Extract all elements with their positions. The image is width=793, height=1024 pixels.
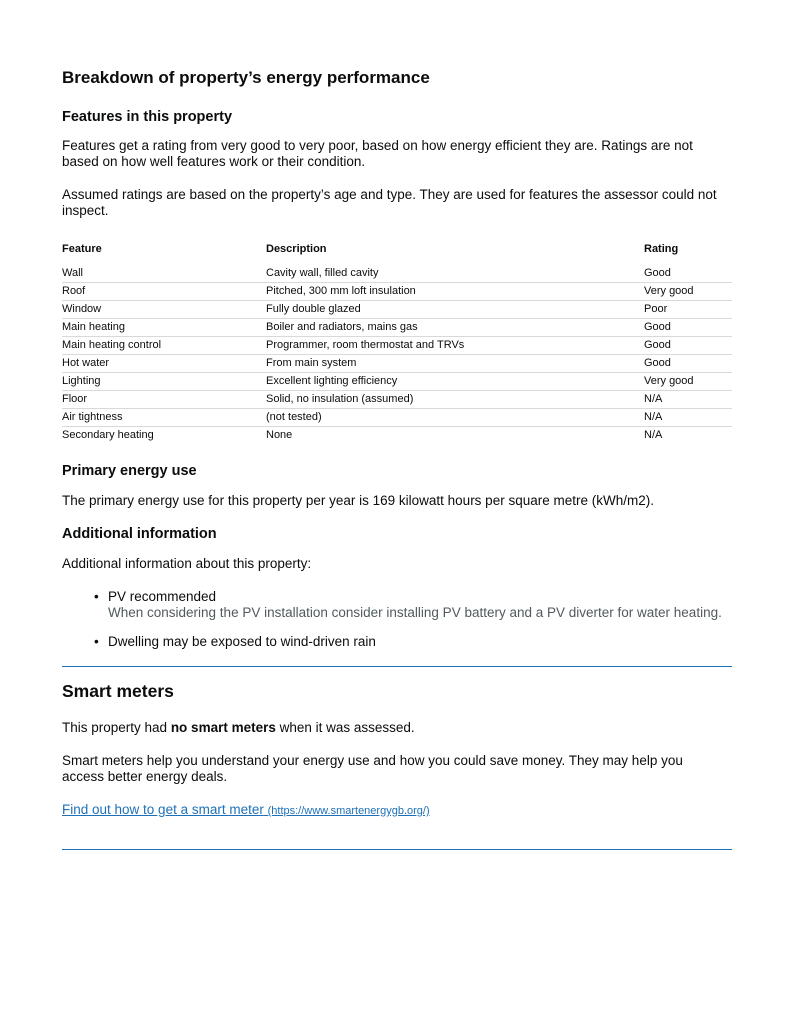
description-cell: Programmer, room thermostat and TRVs [266, 337, 644, 355]
status-prefix: This property had [62, 720, 171, 735]
table-row [62, 337, 732, 355]
rating-cell: Poor [644, 301, 732, 319]
description-cell: From main system [266, 355, 644, 373]
status-suffix: when it was assessed. [275, 720, 415, 735]
features-intro-paragraph: Features get a rating from very good to very poor, based on how energy efficient they are. Ratings are not based on how well features work or their condition. [62, 138, 693, 169]
smart-meter-status [62, 720, 727, 736]
table-row [62, 319, 732, 337]
feature-cell: Wall [62, 265, 266, 283]
rating-cell: Good [644, 355, 732, 373]
feature-cell: Floor [62, 391, 266, 409]
table-row [62, 373, 732, 391]
table-row [62, 391, 732, 409]
rating-cell: N/A [644, 391, 732, 409]
additional-info-intro: Additional information about this property: [62, 556, 312, 571]
rating-cell: N/A [644, 429, 663, 441]
column-header-feature: Feature [62, 243, 102, 255]
section-divider [62, 666, 732, 667]
feature-cell: Hot water [62, 355, 266, 373]
rating-cell: Very good [644, 283, 732, 301]
rating-cell: Good [644, 265, 732, 283]
table-row [62, 301, 732, 319]
description-cell: Pitched, 300 mm loft insulation [266, 283, 644, 301]
table-row [62, 355, 732, 373]
rating-cell: Very good [644, 373, 732, 391]
features-heading: Features in this property [62, 109, 233, 125]
feature-cell: Secondary heating [62, 429, 154, 441]
smart-meters-heading: Smart meters [62, 681, 174, 701]
column-header-description: Description [266, 243, 327, 255]
description-cell: Solid, no insulation (assumed) [266, 391, 644, 409]
smart-meter-link[interactable] [62, 802, 430, 817]
link-text[interactable]: Find out how to get a smart meter [62, 802, 264, 817]
feature-cell: Window [62, 301, 266, 319]
section-divider-bottom [62, 849, 732, 850]
smart-meter-link-line [62, 802, 727, 820]
bullet-icon: • [94, 589, 99, 604]
table-row [62, 283, 732, 301]
description-cell: Cavity wall, filled cavity [266, 265, 644, 283]
feature-cell: Main heating [62, 319, 266, 337]
list-item [94, 589, 768, 620]
rating-cell: Good [644, 319, 732, 337]
feature-cell: Roof [62, 283, 266, 301]
table-row [62, 409, 732, 427]
rating-cell: N/A [644, 409, 732, 427]
list-item-title: Dwelling may be exposed to wind-driven rain [108, 634, 376, 649]
link-url[interactable]: (https://www.smartenergygb.org/) [267, 805, 430, 817]
primary-energy-heading: Primary energy use [62, 463, 197, 479]
description-cell: Fully double glazed [266, 301, 644, 319]
feature-cell: Lighting [62, 373, 266, 391]
list-item [94, 634, 768, 650]
smart-meter-paragraph: Smart meters help you understand your energy use and how you could save money. They may help you access better energy deals. [62, 753, 683, 784]
table-row [62, 265, 732, 283]
list-item-detail: When considering the PV installation consider installing PV battery and a PV diverter for water heating. [108, 604, 722, 620]
table-row [62, 427, 732, 445]
additional-info-heading: Additional information [62, 526, 217, 542]
description-cell: Boiler and radiators, mains gas [266, 319, 644, 337]
column-header-rating: Rating [644, 243, 679, 255]
rating-cell: Good [644, 337, 732, 355]
breakdown-title: Breakdown of property’s energy performance [62, 68, 430, 87]
bullet-icon: • [94, 634, 99, 649]
features-table [62, 242, 732, 444]
feature-cell: Air tightness [62, 409, 266, 427]
list-item-title: PV recommended [108, 589, 217, 604]
description-cell: (not tested) [266, 409, 644, 427]
description-cell: None [266, 429, 293, 441]
features-table-header-row [62, 242, 732, 265]
additional-info-list [62, 589, 768, 664]
assumed-ratings-paragraph: Assumed ratings are based on the property’s age and type. They are used for features the assessor could not inspect. [62, 187, 717, 218]
feature-cell: Main heating control [62, 337, 266, 355]
status-emphasis: no smart meters [170, 720, 276, 735]
primary-energy-text: The primary energy use for this property per year is 169 kilowatt hours per square metre (kWh/m2). [62, 493, 654, 508]
description-cell: Excellent lighting efficiency [266, 373, 644, 391]
